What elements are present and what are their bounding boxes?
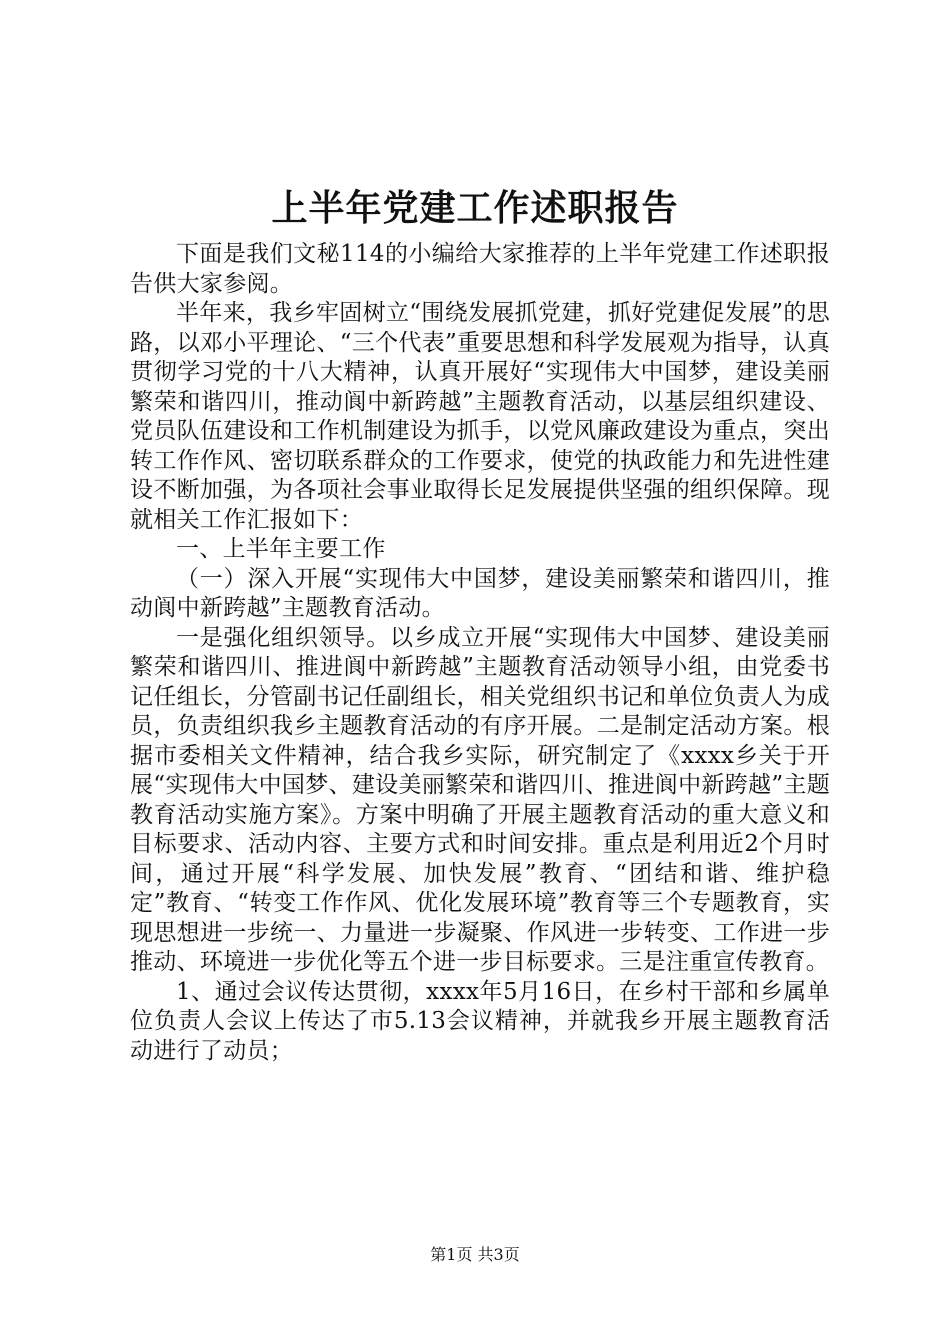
document-body bbox=[130, 240, 830, 1066]
subsection-heading: （一）深入开展“实现伟大中国梦，建设美丽繁荣和谐四川，推动阆中新跨越”主题教育活动。 bbox=[130, 565, 830, 621]
page-footer: 第1页 共3页 bbox=[430, 1245, 520, 1264]
section-heading: 一、上半年主要工作 bbox=[176, 536, 386, 562]
paragraph-overview: 半年来，我乡牢固树立“围绕发展抓党建，抓好党建促发展”的思路，以邓小平理论、“三个代表”重要思想和科学发展观为指导，认真贯彻学习党的十八大精神，认真开展好“实现伟大中国梦，建设美丽繁荣和谐四川，推动阆中新跨越”主题教育活动，以基层组织建设、党员队伍建设和工作机制建设为抓手，以党风廉政建设为重点，突出转工作作风、密切联系群众的工作要求，使党的执政能力和先进性建设不断加强，为各项社会事业取得长足发展提供坚强的组织保障。现就相关工作汇报如下： bbox=[130, 300, 830, 533]
document-title: 上半年党建工作述职报告 bbox=[271, 187, 679, 229]
paragraph-intro: 下面是我们文秘114的小编给大家推荐的上半年党建工作述职报告供大家参阅。 bbox=[130, 241, 830, 297]
paragraph-body: 一是强化组织领导。以乡成立开展“实现伟大中国梦、建设美丽繁荣和谐四川、推进阆中新跨越”主题教育活动领导小组，由党委书记任组长，分管副书记任副组长，相关党组织书记和单位负责人为成员，负责组织我乡主题教育活动的有序开展。二是制定活动方案。根据市委相关文件精神，结合我乡实际，研究制定了《xxxx乡关于开展“实现伟大中国梦、建设美丽繁荣和谐四川、推进阆中新跨越”主题教育活动实施方案》。方案中明确了开展主题教育活动的重大意义和目标要求、活动内容、主要方式和时间安排。重点是利用近2个月时间，通过开展“科学发展、加快发展”教育、“团结和谐、维护稳定”教育、“转变工作作风、优化发展环境”教育等三个专题教育，实现思想进一步统一、力量进一步凝聚、作风进一步转变、工作进一步推动、环境进一步优化等五个进一步目标要求。三是注重宣传教育。 bbox=[130, 624, 830, 975]
paragraph-item-1: 1、通过会议传达贯彻，xxxx年5月16日，在乡村干部和乡属单位负责人会议上传达了市5.13会议精神，并就我乡开展主题教育活动进行了动员； bbox=[130, 978, 830, 1064]
